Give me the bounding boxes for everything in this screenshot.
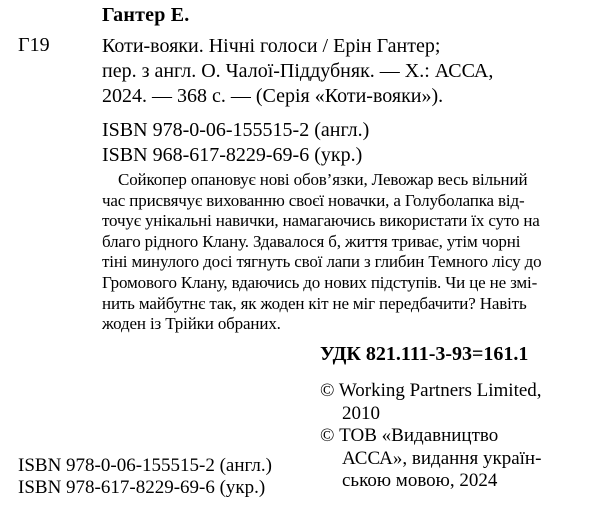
- isbn-line: ISBN 978-0-06-155515-2 (англ.): [102, 119, 370, 141]
- copyright-line: © ТОВ «Видавництво: [320, 425, 499, 446]
- classification-index: Г19: [18, 34, 50, 56]
- isbn-block: [102, 118, 369, 168]
- annotation-line: нить майбутнє так, як жоден кіт не міг передбачити? Навіть: [102, 293, 527, 313]
- annotation-line: жоден із Трійки обраних.: [102, 314, 281, 334]
- copyright-line: © Working Partners Limited,: [320, 380, 542, 401]
- copyright-block: [320, 380, 542, 493]
- copyright-line: ською мовою, 2024: [342, 470, 498, 491]
- copyright-line: АССА», видання україн-: [342, 447, 542, 469]
- annotation-line: благо рідного Клану. Здавалося б, життя триває, утім чорні: [102, 231, 521, 251]
- annotation-line: тіні минулого досі тягнуть свої лапи з глибин Темного лісу до: [102, 252, 542, 272]
- annotation: [102, 170, 582, 335]
- bottom-isbn-block: [18, 455, 272, 498]
- bibliographic-line: пер. з англ. О. Чалої-Піддубняк. — Х.: АССА,: [102, 60, 494, 82]
- annotation-line: час присвячує вихованню своєї новачки, а Голуболапка від-: [102, 190, 525, 210]
- author-heading: Гантер Е.: [102, 4, 190, 26]
- isbn-line: ISBN 978-0-06-155515-2 (англ.): [18, 455, 272, 476]
- annotation-line: Сойкопер опановує нові обов’язки, Левожар весь вільний: [118, 170, 528, 189]
- udk-code: УДК 821.111-3-93=161.1: [320, 343, 529, 365]
- isbn-line: ISBN 968-617-8229-69-6 (укр.): [102, 144, 363, 166]
- annotation-line: точує унікальні навички, намагаючись використати їх суто на: [102, 211, 540, 231]
- bibliographic-description: [102, 34, 493, 109]
- bibliographic-line: 2024. — 368 с. — (Серія «Коти-вояки»).: [102, 85, 444, 107]
- bibliographic-line: Коти-вояки. Нічні голоси / Ерін Гантер;: [102, 35, 441, 57]
- annotation-line: Громового Клану, вдаючись до нових підступів. Чи це не змі-: [102, 272, 538, 292]
- isbn-line: ISBN 978-617-8229-69-6 (укр.): [18, 476, 266, 498]
- copyright-line: 2010: [342, 402, 380, 424]
